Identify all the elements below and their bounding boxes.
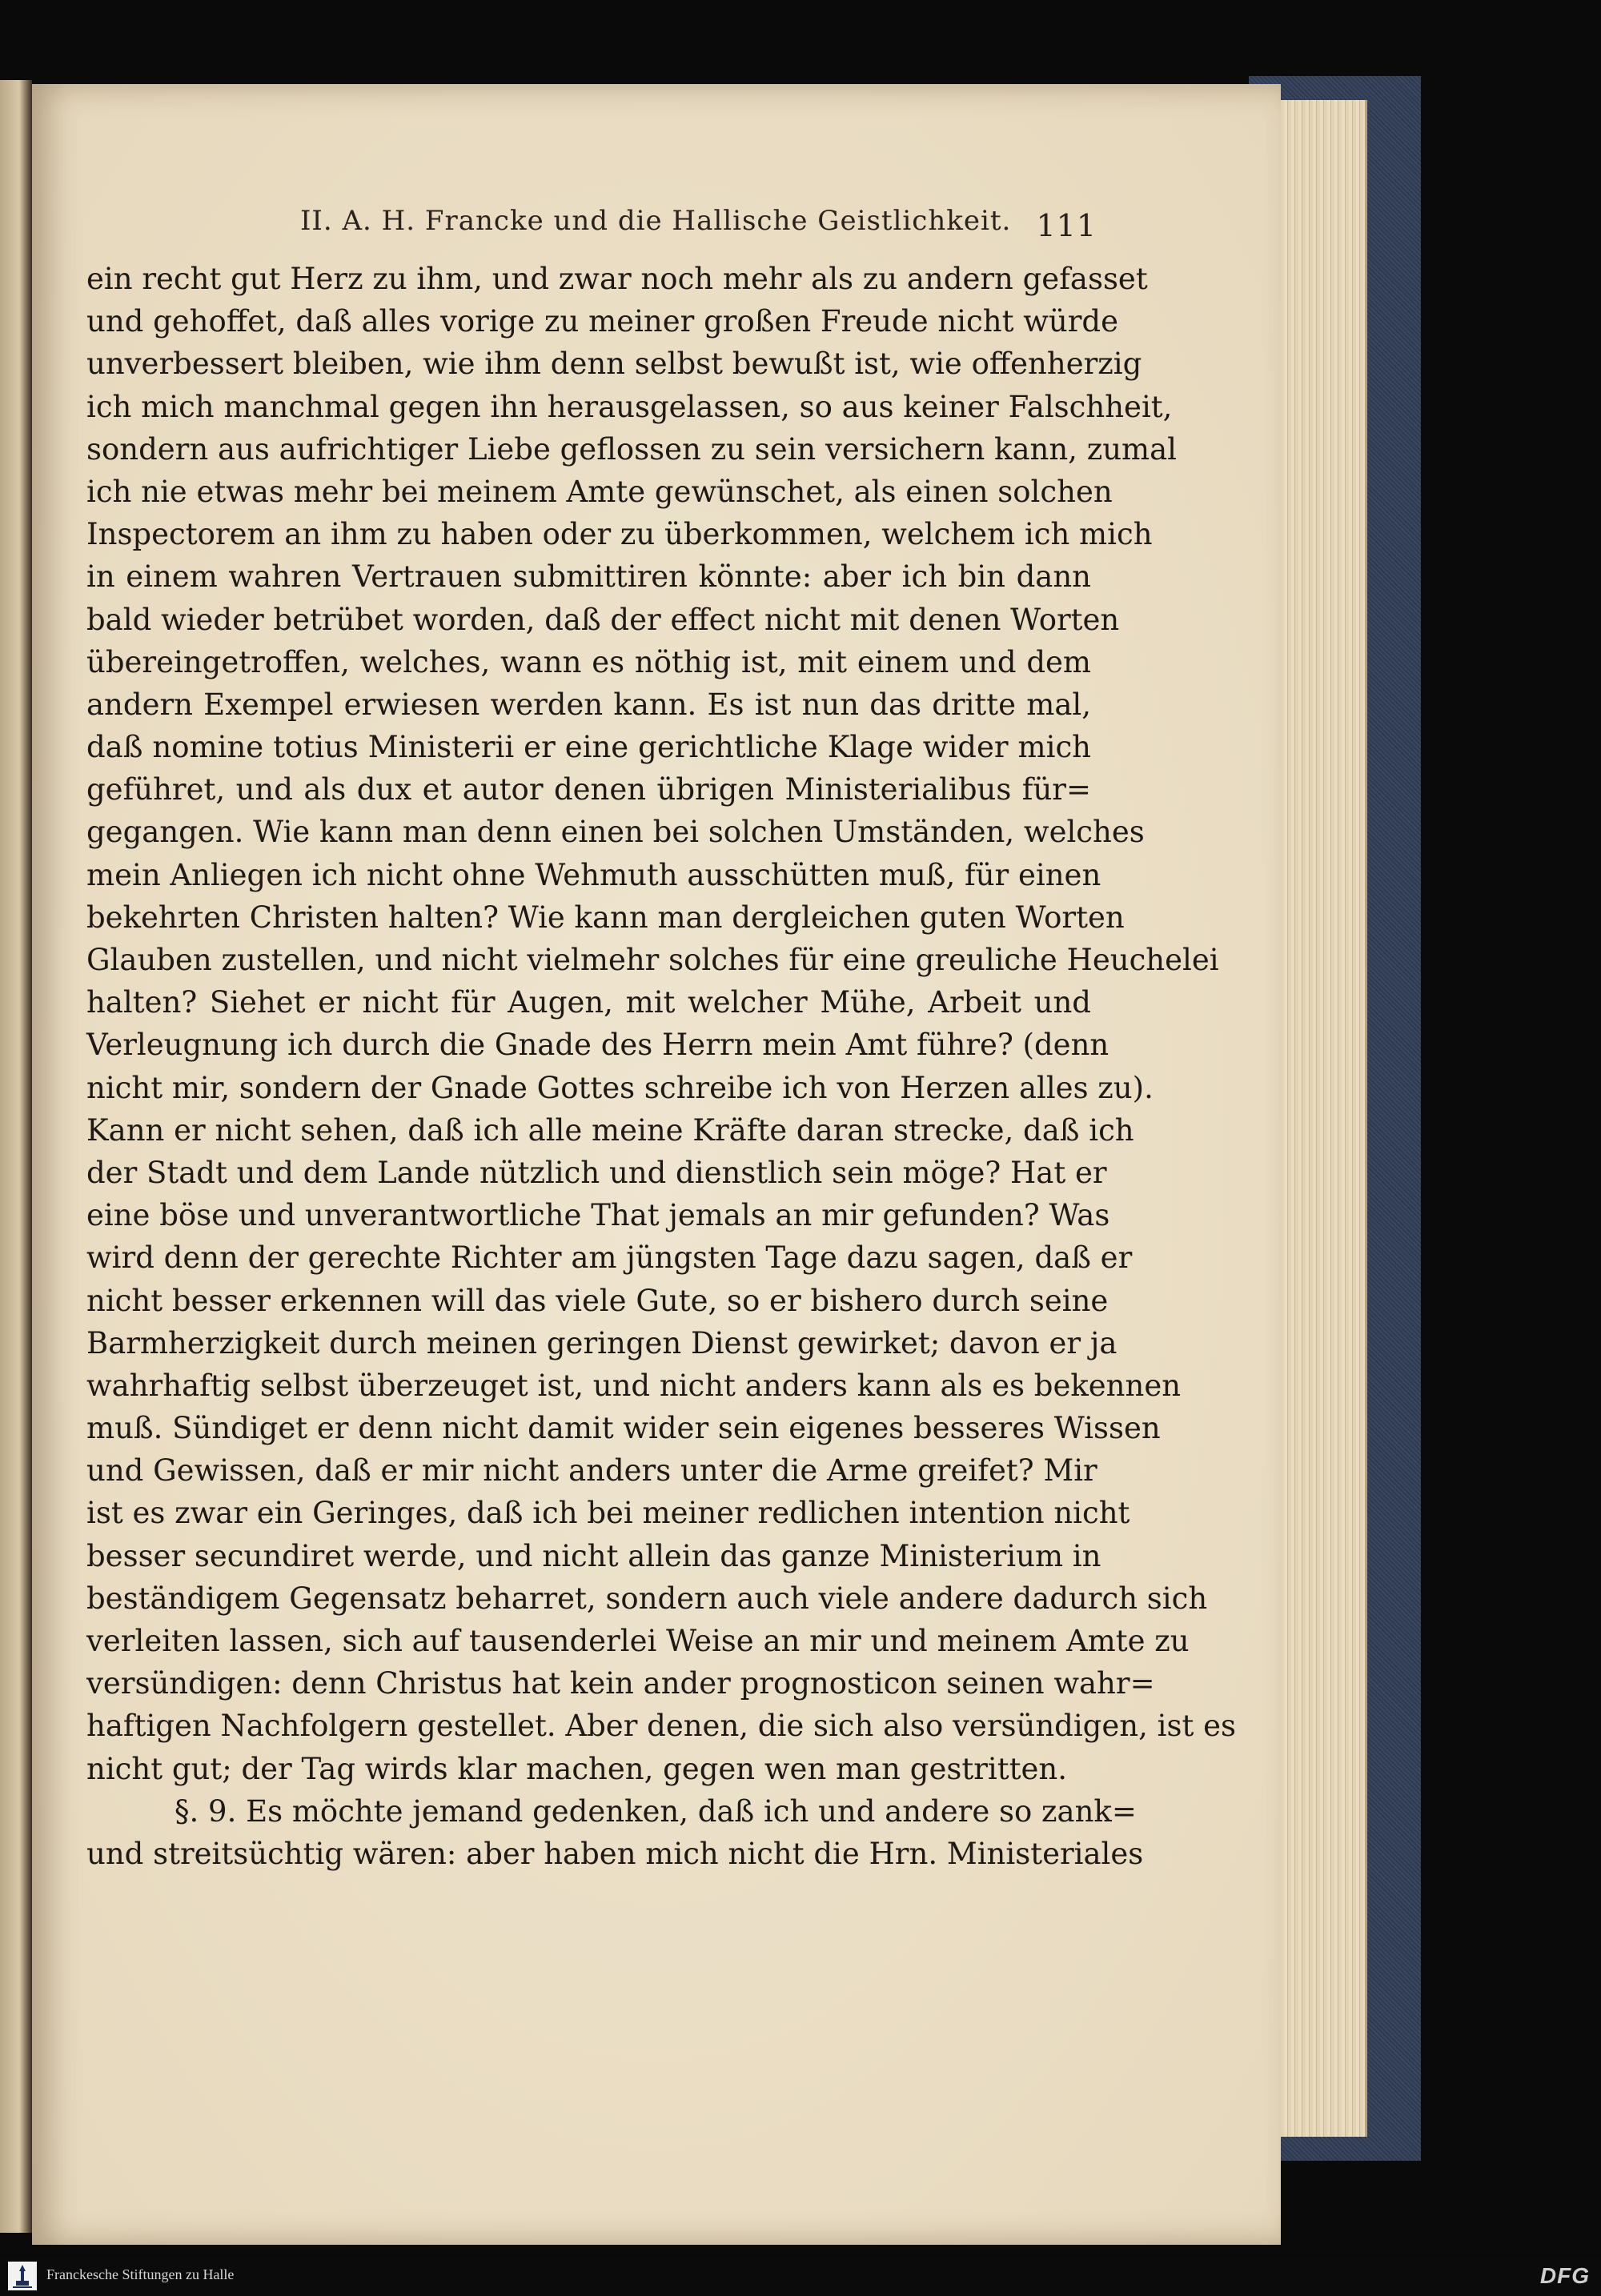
text-line: beständigem Gegensatz beharret, sondern auch viele andere dadurch sich xyxy=(86,1581,1208,1616)
text-line: halten? Siehet er nicht für Augen, mit welcher Mühe, Arbeit und xyxy=(86,985,1091,1020)
text-line: wahrhaftig selbst überzeuget ist, und nicht anders kann als es bekennen xyxy=(86,1368,1182,1403)
running-header-title: II. A. H. Francke und die Hallische Geistlichkeit. xyxy=(300,205,1012,237)
text-line: bekehrten Christen halten? Wie kann man dergleichen guten Worten xyxy=(86,900,1125,935)
text-line: Inspectorem an ihm zu haben oder zu überkommen, welchem ich mich xyxy=(86,517,1153,552)
text-line: in einem wahren Vertrauen submittiren könnte: aber ich bin dann xyxy=(86,559,1091,595)
page-stack-edges xyxy=(1277,100,1367,2137)
text-line: Barmherzigkeit durch meinen geringen Dienst gewirket; davon er ja xyxy=(86,1325,1117,1360)
page-number: 111 xyxy=(1036,208,1097,243)
text-line: wird denn der gerechte Richter am jüngsten Tage dazu sagen, daß er xyxy=(86,1240,1133,1276)
previous-page-edge xyxy=(0,80,32,2233)
text-line: geführet, und als dux et autor denen übrigen Ministerialibus für= xyxy=(86,772,1091,807)
dfg-logo: DFG xyxy=(1539,2263,1590,2288)
text-line: nicht besser erkennen will das viele Gute, so er bishero durch seine xyxy=(86,1283,1109,1318)
text-line: gegangen. Wie kann man denn einen bei solchen Umständen, welches xyxy=(86,815,1145,850)
text-line: mein Anliegen ich nicht ohne Wehmuth ausschütten muß, für einen xyxy=(86,857,1101,892)
viewer-footer xyxy=(0,2257,1601,2296)
text-line: unverbessert bleiben, wie ihm denn selbst bewußt ist, wie offenherzig xyxy=(86,347,1142,382)
text-line: daß nomine totius Ministerii er eine gerichtliche Klage wider mich xyxy=(86,730,1091,765)
text-line: übereingetroffen, welches, wann es nöthig ist, mit einem und dem xyxy=(86,644,1091,679)
text-line: bald wieder betrübet worden, daß der effect nicht mit denen Worten xyxy=(86,602,1120,637)
institution-label: Franckesche Stiftungen zu Halle xyxy=(46,2266,235,2282)
text-line: Glauben zustellen, und nicht vielmehr solches für eine greuliche Heuchelei xyxy=(86,943,1219,977)
text-line: ich nie etwas mehr bei meinem Amte gewünschet, als einen solchen xyxy=(86,474,1113,509)
text-line: versündigen: denn Christus hat kein ander prognosticon seinen wahr= xyxy=(86,1666,1155,1701)
text-line: nicht mir, sondern der Gnade Gottes schreibe ich von Herzen alles zu). xyxy=(86,1070,1154,1105)
text-line: ein recht gut Herz zu ihm, und zwar noch mehr als zu andern gefasset xyxy=(86,262,1148,296)
text-line: muß. Sündiget er denn nicht damit wider sein eigenes besseres Wissen xyxy=(86,1411,1161,1446)
text-line: Verleugnung ich durch die Gnade des Herrn mein Amt führe? (denn xyxy=(86,1028,1109,1063)
running-header xyxy=(300,200,1097,248)
francke-foundation-logo-icon xyxy=(8,2262,37,2290)
text-line: ich mich manchmal gegen ihn herausgelassen, so aus keiner Falschheit, xyxy=(86,389,1173,424)
body-text xyxy=(86,258,1236,1875)
text-line: Kann er nicht sehen, daß ich alle meine Kräfte daran strecke, daß ich xyxy=(86,1112,1134,1148)
text-line: eine böse und unverantwortliche That jemals an mir gefunden? Was xyxy=(86,1198,1110,1233)
paragraph-start-line: §. 9. Es möchte jemand gedenken, daß ich und andere so zank= xyxy=(175,1793,1137,1829)
text-line: verleiten lassen, sich auf tausenderlei Weise an mir und meinem Amte zu xyxy=(86,1624,1190,1658)
text-line: und gehoffet, daß alles vorige zu meiner großen Freude nicht würde xyxy=(86,304,1118,339)
text-line: nicht gut; der Tag wirds klar machen, gegen wen man gestritten. xyxy=(86,1751,1067,1786)
text-line: andern Exempel erwiesen werden kann. Es ist nun das dritte mal, xyxy=(86,687,1091,722)
text-line: besser secundiret werde, und nicht allein das ganze Ministerium in xyxy=(86,1538,1101,1573)
text-line: sondern aus aufrichtiger Liebe geflossen zu sein versichern kann, zumal xyxy=(86,431,1178,467)
text-line: und Gewissen, daß er mir nicht anders unter die Arme greifet? Mir xyxy=(86,1453,1097,1489)
text-line: und streitsüchtig wären: aber haben mich nicht die Hrn. Ministeriales xyxy=(86,1836,1144,1871)
text-line: der Stadt und dem Lande nützlich und dienstlich sein möge? Hat er xyxy=(86,1155,1107,1190)
text-line: haftigen Nachfolgern gestellet. Aber denen, die sich also versündigen, ist es xyxy=(86,1709,1236,1744)
text-line: ist es zwar ein Geringes, daß ich bei meiner redlichen intention nicht xyxy=(86,1496,1130,1531)
